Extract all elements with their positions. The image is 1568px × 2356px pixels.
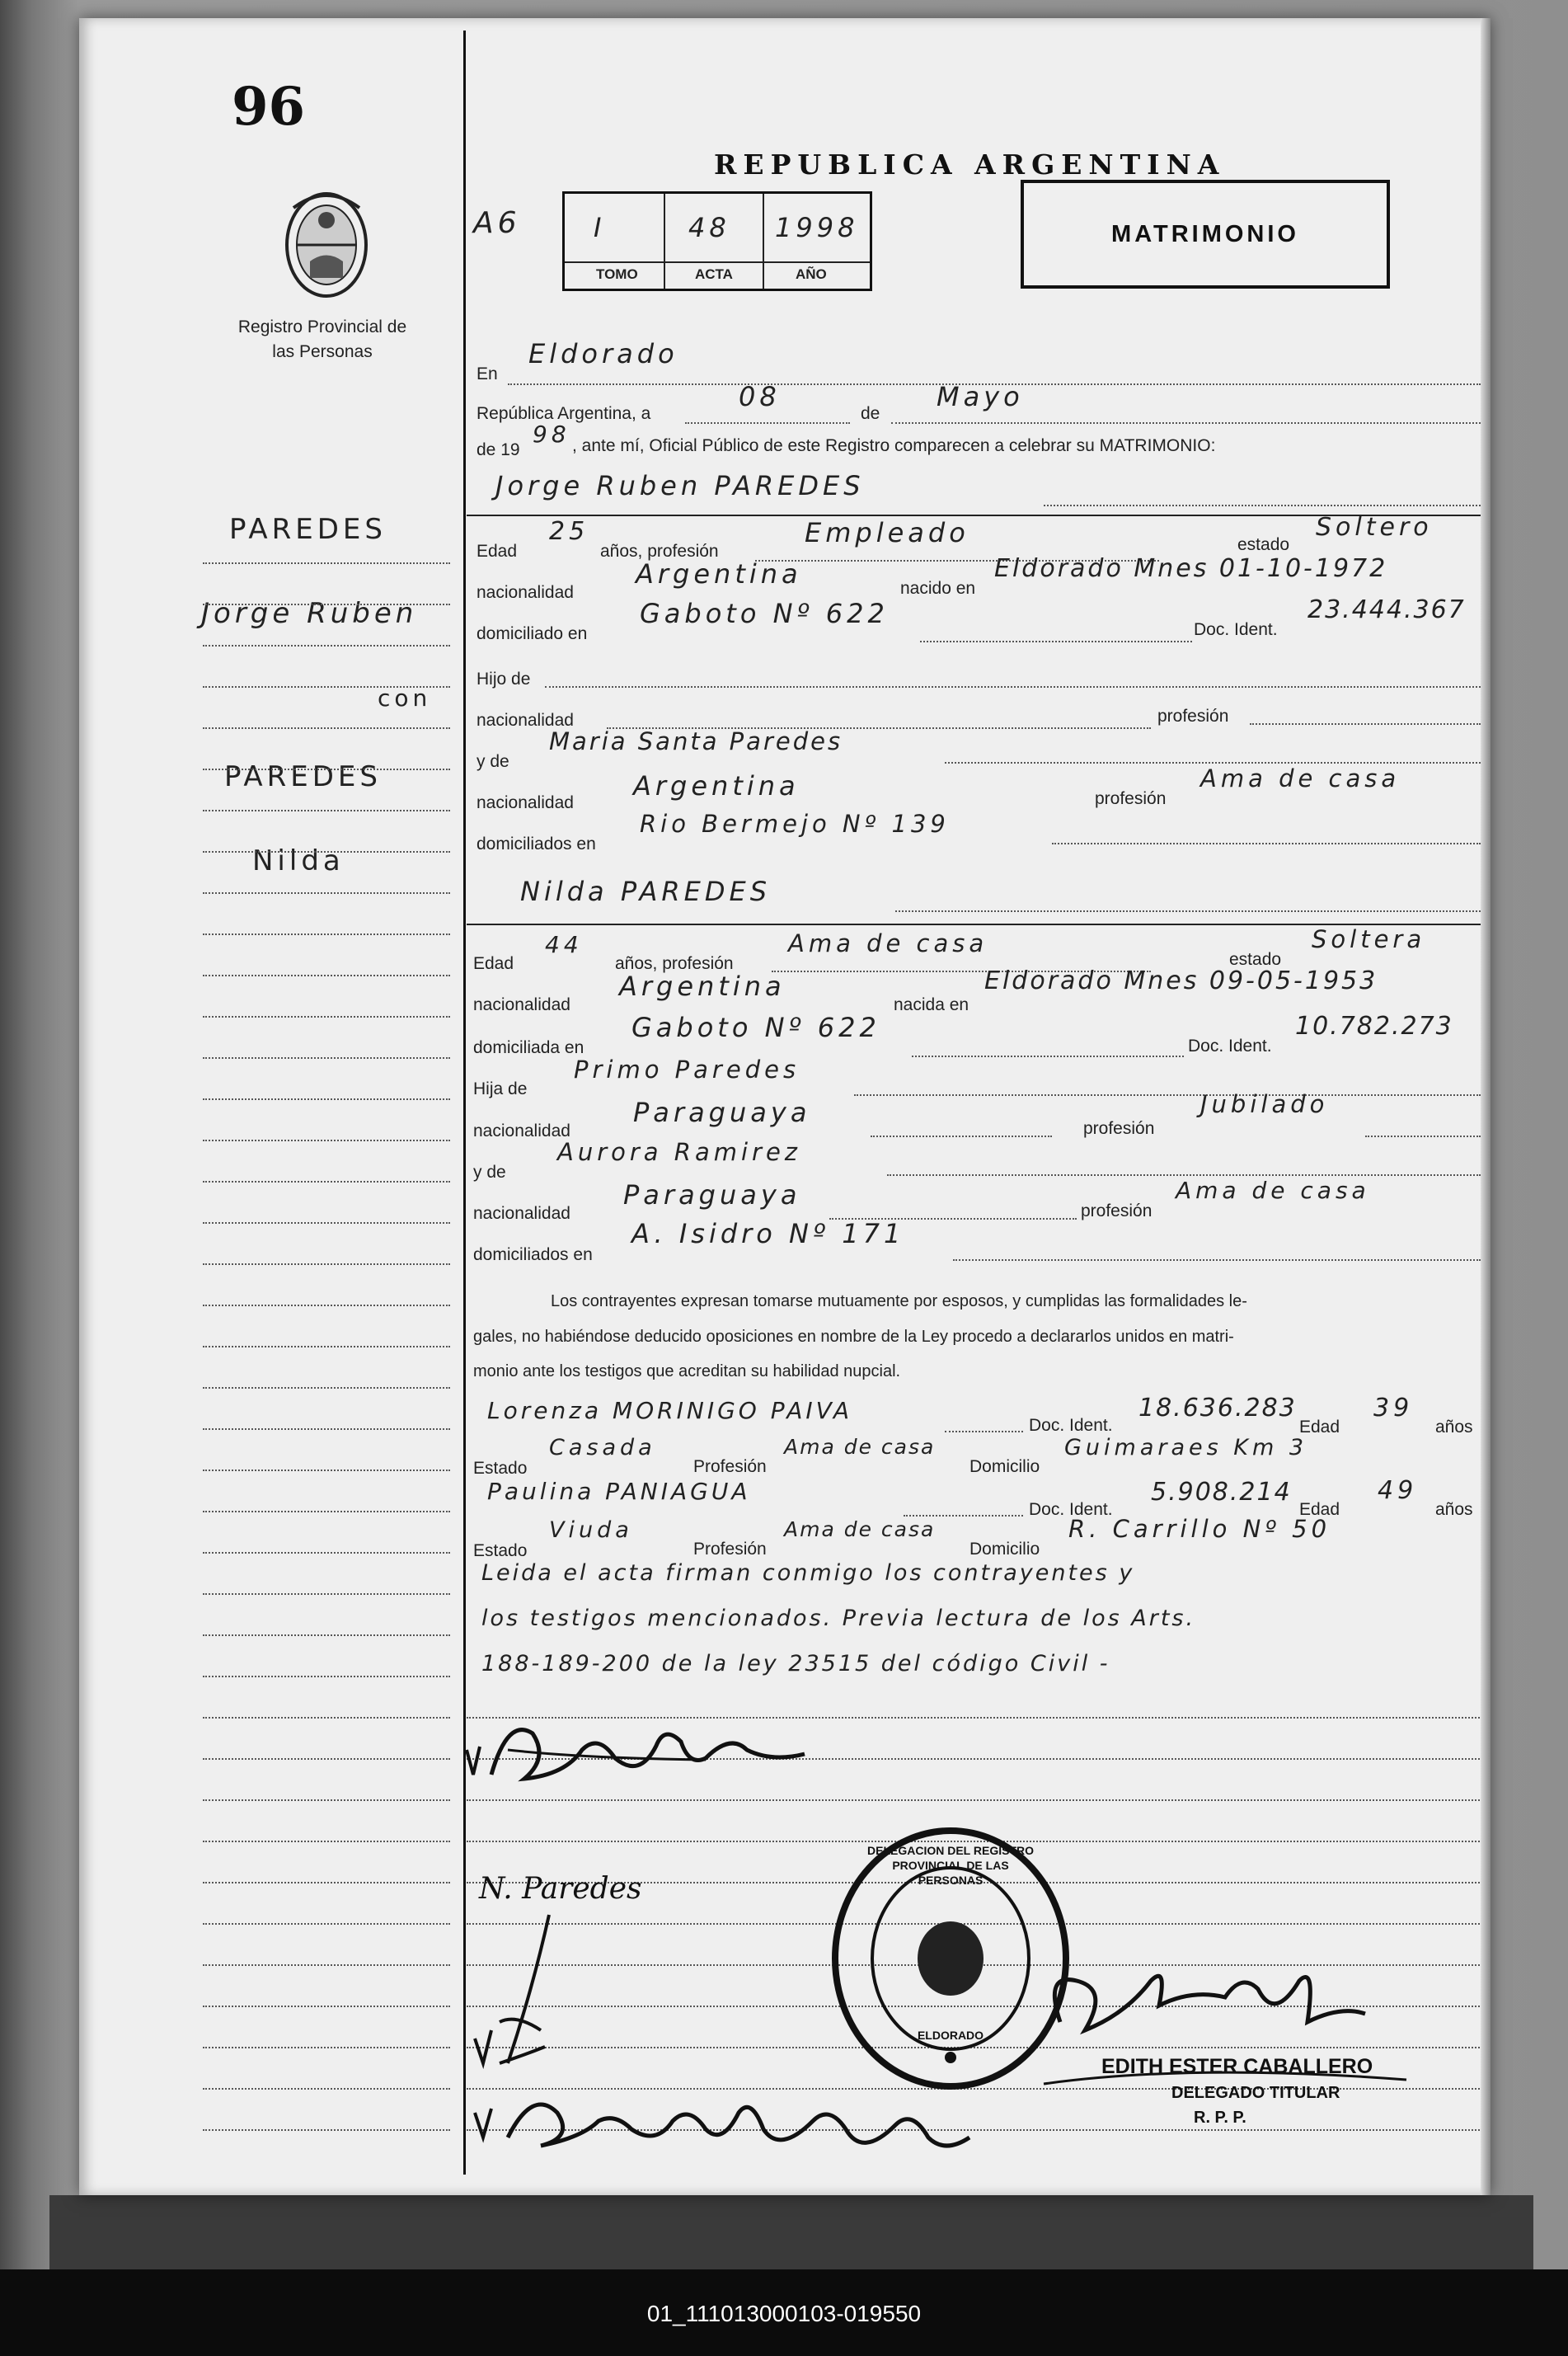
bride-doc-label: Doc. Ident. [1188, 1037, 1272, 1056]
groom-nacido-value: Eldorado Mnes 01-10-1972 [994, 554, 1388, 583]
witness2-estado-value: Viuda [549, 1517, 633, 1543]
witness2-domicilio-value: R. Carrillo Nº 50 [1068, 1515, 1331, 1543]
margin-line [203, 1634, 450, 1636]
intro-sentence: , ante mí, Oficial Público de este Registro comparecen a celebrar su MATRIMONIO: [572, 436, 1216, 455]
margin-line [203, 2088, 450, 2090]
bride-prof-padre-value: Jubilado [1200, 1090, 1329, 1118]
page-edge-shadow [49, 2195, 1533, 2269]
margin-line [203, 1305, 450, 1306]
margin-line [203, 1181, 450, 1183]
groom-prof-madre-label: profesión [1095, 789, 1167, 808]
republica-label: República Argentina, a [477, 404, 651, 423]
margin-line [203, 1841, 450, 1842]
year-label: de 19 [477, 440, 520, 459]
ano-value: 1998 [775, 212, 859, 243]
witness1-doc-label: Doc. Ident. [1029, 1416, 1113, 1435]
bride-padre-value: Primo Paredes [574, 1056, 800, 1084]
groom-prof-madre-value: Ama de casa [1200, 764, 1401, 792]
de-label: de [861, 404, 880, 423]
margin-line [203, 645, 450, 647]
republic-title: REPUBLICA ARGENTINA [714, 148, 1226, 181]
margin-line [203, 1428, 450, 1430]
coat-of-arms-icon [277, 183, 376, 307]
folio-note: A6 [473, 206, 521, 240]
margin-line [203, 1593, 450, 1595]
groom-estado-value: Soltero [1316, 513, 1433, 542]
page-number: 96 [232, 76, 306, 138]
signature-2-mark [467, 1907, 582, 2071]
witness2-anos-label: años [1435, 1500, 1473, 1519]
bride-madre-value: Aurora Ramirez [557, 1138, 802, 1166]
margin-surname-2: PAREDES [224, 760, 382, 793]
margin-surname-1: PAREDES [229, 513, 387, 546]
witness2-profesion-value: Ama de casa [784, 1517, 936, 1541]
bride-domiciliados-value: A. Isidro Nº 171 [631, 1218, 905, 1249]
bride-nacida-value: Eldorado Mnes 09-05-1953 [984, 966, 1378, 995]
tomo-value: I [594, 212, 606, 243]
witness1-anos-label: años [1435, 1418, 1473, 1437]
page-fold-shadow [1481, 18, 1491, 2195]
margin-line [203, 1387, 450, 1389]
year-value: 98 [533, 421, 570, 448]
declaration-line-2: gales, no habiéndose deducido oposiciones en nombre de la Ley procedo a declararlos unidos en matri- [473, 1328, 1234, 1346]
witness2-domicilio-label: Domicilio [969, 1540, 1040, 1559]
bride-profesion-label: años, profesión [615, 954, 734, 973]
bride-nac-padre-label: nacionalidad [473, 1122, 570, 1140]
declaration-line-3: monio ante los testigos que acreditan su habilidad nupcial. [473, 1362, 901, 1380]
groom-nacionalidad-value: Argentina [636, 558, 802, 590]
seal-city: ELDORADO [917, 2029, 984, 2042]
seal-text: DELEGACION DEL REGISTRO PROVINCIAL DE LAS PERSONAS [867, 1844, 1034, 1887]
margin-connector: con [378, 684, 432, 712]
witness2-name: Paulina PANIAGUA [487, 1478, 751, 1505]
bride-edad-value: 44 [545, 931, 583, 958]
margin-line [203, 727, 450, 729]
bride-domicilio-value: Gaboto Nº 622 [631, 1012, 880, 1043]
groom-domiciliados-label: domiciliados en [477, 835, 596, 854]
margin-line [203, 2047, 450, 2048]
declaration-line-1: Los contrayentes expresan tomarse mutuamente por esposos, y cumplidas las formalidades le- [551, 1292, 1247, 1310]
witness1-edad-value: 39 [1373, 1394, 1414, 1423]
witness1-domicilio-value: Guimaraes Km 3 [1064, 1435, 1308, 1460]
bride-doc-value: 10.782.273 [1295, 1012, 1453, 1041]
margin-line [203, 933, 450, 935]
witness1-estado-value: Casada [549, 1435, 656, 1460]
bride-prof-madre-value: Ama de casa [1176, 1177, 1370, 1204]
margin-line [203, 1098, 450, 1100]
margin-line [203, 769, 450, 770]
month-value: Mayo [937, 381, 1024, 412]
margin-name-2: Nilda [252, 844, 345, 877]
margin-line [203, 1222, 450, 1224]
margin-line [203, 1057, 450, 1059]
margin-line [203, 1346, 450, 1347]
witness2-doc-label: Doc. Ident. [1029, 1500, 1113, 1519]
en-label: En [477, 364, 498, 383]
margin-line [203, 810, 450, 811]
margin-line [203, 1552, 450, 1554]
witness1-doc-value: 18.636.283 [1138, 1394, 1297, 1423]
acta-label: ACTA [695, 266, 733, 282]
witness1-profesion-value: Ama de casa [784, 1435, 936, 1459]
bride-estado-label: estado [1229, 950, 1282, 969]
groom-doc-value: 23.444.367 [1307, 595, 1466, 624]
margin-line [203, 1964, 450, 1966]
groom-madre-value: Maria Santa Paredes [549, 727, 843, 755]
witness1-name: Lorenza MORINIGO PAIVA [487, 1397, 853, 1424]
image-caption: 01_111013000103-019550 [646, 2301, 922, 2326]
register-page [79, 18, 1491, 2195]
record-box [562, 191, 872, 291]
bride-estado-value: Soltera [1312, 925, 1426, 953]
groom-nacionalidad-label: nacionalidad [477, 583, 574, 602]
groom-prof-padre-label: profesión [1157, 707, 1229, 726]
bride-domiciliados-label: domiciliados en [473, 1245, 593, 1264]
groom-profesion-label: años, profesión [600, 542, 719, 561]
witness1-domicilio-label: Domicilio [969, 1457, 1040, 1476]
bride-profesion-value: Ama de casa [788, 929, 988, 957]
witness2-estado-label: Estado [473, 1541, 528, 1560]
bride-nacionalidad-value: Argentina [619, 971, 786, 1002]
witness2-edad-label: Edad [1299, 1500, 1340, 1519]
bride-domicilio-label: domiciliada en [473, 1038, 584, 1057]
margin-name-1: Jorge Ruben [201, 597, 418, 630]
margin-line [203, 686, 450, 688]
margin-line [203, 1882, 450, 1883]
bride-nac-madre-label: nacionalidad [473, 1204, 570, 1223]
official-title: DELEGADO TITULAR [1171, 2084, 1340, 2102]
groom-edad-value: 25 [549, 517, 589, 546]
margin-line [203, 1799, 450, 1801]
witness2-doc-value: 5.908.214 [1151, 1478, 1292, 1507]
margin-line [203, 562, 450, 564]
groom-domiciliados-value: Rio Bermejo Nº 139 [640, 810, 950, 838]
groom-edad-label: Edad [477, 542, 518, 561]
margin-line [203, 1511, 450, 1512]
signature-1 [458, 1700, 838, 1799]
closing-line-3: 188-189-200 de la ley 23515 del código Civil - [481, 1651, 1110, 1676]
ano-label: AÑO [796, 266, 827, 282]
groom-estado-label: estado [1237, 535, 1290, 554]
official-name: EDITH ESTER CABALLERO [1101, 2055, 1373, 2078]
record-type-box [1021, 180, 1390, 289]
bride-nac-padre-value: Paraguaya [633, 1097, 811, 1128]
witness2-profesion-label: Profesión [693, 1540, 767, 1559]
bride-full-name: Nilda PAREDES [520, 876, 772, 907]
margin-line [203, 2006, 450, 2007]
en-value: Eldorado [528, 338, 678, 369]
witness1-profesion-label: Profesión [693, 1457, 767, 1476]
signature-2: N. Paredes [479, 1872, 642, 1906]
witness2-edad-value: 49 [1378, 1476, 1418, 1505]
bride-y-de-label: y de [473, 1163, 506, 1182]
bride-prof-padre-label: profesión [1083, 1119, 1155, 1138]
groom-hijo-label: Hijo de [477, 670, 531, 689]
record-type: MATRIMONIO [1111, 220, 1299, 247]
margin-line [203, 851, 450, 853]
bride-edad-label: Edad [473, 954, 514, 973]
groom-nacido-label: nacido en [900, 579, 976, 598]
acta-value: 48 [688, 212, 730, 243]
bride-nac-madre-value: Paraguaya [623, 1179, 801, 1211]
margin-line [203, 1016, 450, 1018]
margin-divider [463, 31, 466, 2175]
bride-prof-madre-label: profesión [1081, 1202, 1153, 1220]
witness1-estado-label: Estado [473, 1459, 528, 1478]
groom-y-de-label: y de [477, 752, 509, 771]
groom-doc-label: Doc. Ident. [1194, 620, 1278, 639]
groom-full-name: Jorge Ruben PAREDES [495, 470, 865, 501]
margin-line [203, 1717, 450, 1719]
margin-line [203, 1676, 450, 1677]
registry-name: Registro Provincial de las Personas [237, 317, 407, 361]
margin-line [203, 1758, 450, 1760]
groom-domicilio-label: domiciliado en [477, 624, 588, 643]
margin-line [203, 604, 450, 605]
groom-profesion-value: Empleado [805, 517, 969, 548]
closing-line-2: los testigos mencionados. Previa lectura de los Arts. [481, 1606, 1196, 1631]
official-office: R. P. P. [1194, 2109, 1246, 2127]
margin-line [203, 1140, 450, 1141]
groom-domicilio-value: Gaboto Nº 622 [640, 598, 889, 629]
tomo-label: TOMO [596, 266, 638, 282]
margin-line [203, 1470, 450, 1471]
margin-line [203, 1923, 450, 1925]
closing-line-1: Leida el acta firman conmigo los contrayentes y [481, 1560, 1135, 1586]
witness1-edad-label: Edad [1299, 1418, 1340, 1437]
margin-line [203, 975, 450, 976]
groom-nac-madre-value: Argentina [633, 770, 800, 802]
day-value: 08 [739, 381, 781, 412]
margin-line [203, 2129, 450, 2131]
groom-nac-madre-label: nacionalidad [477, 793, 574, 812]
bride-nacida-label: nacida en [894, 995, 969, 1014]
margin-line [203, 892, 450, 894]
bride-nacionalidad-label: nacionalidad [473, 995, 570, 1014]
groom-nac-padre-label: nacionalidad [477, 711, 574, 730]
bride-hija-label: Hija de [473, 1079, 528, 1098]
margin-line [203, 1263, 450, 1265]
